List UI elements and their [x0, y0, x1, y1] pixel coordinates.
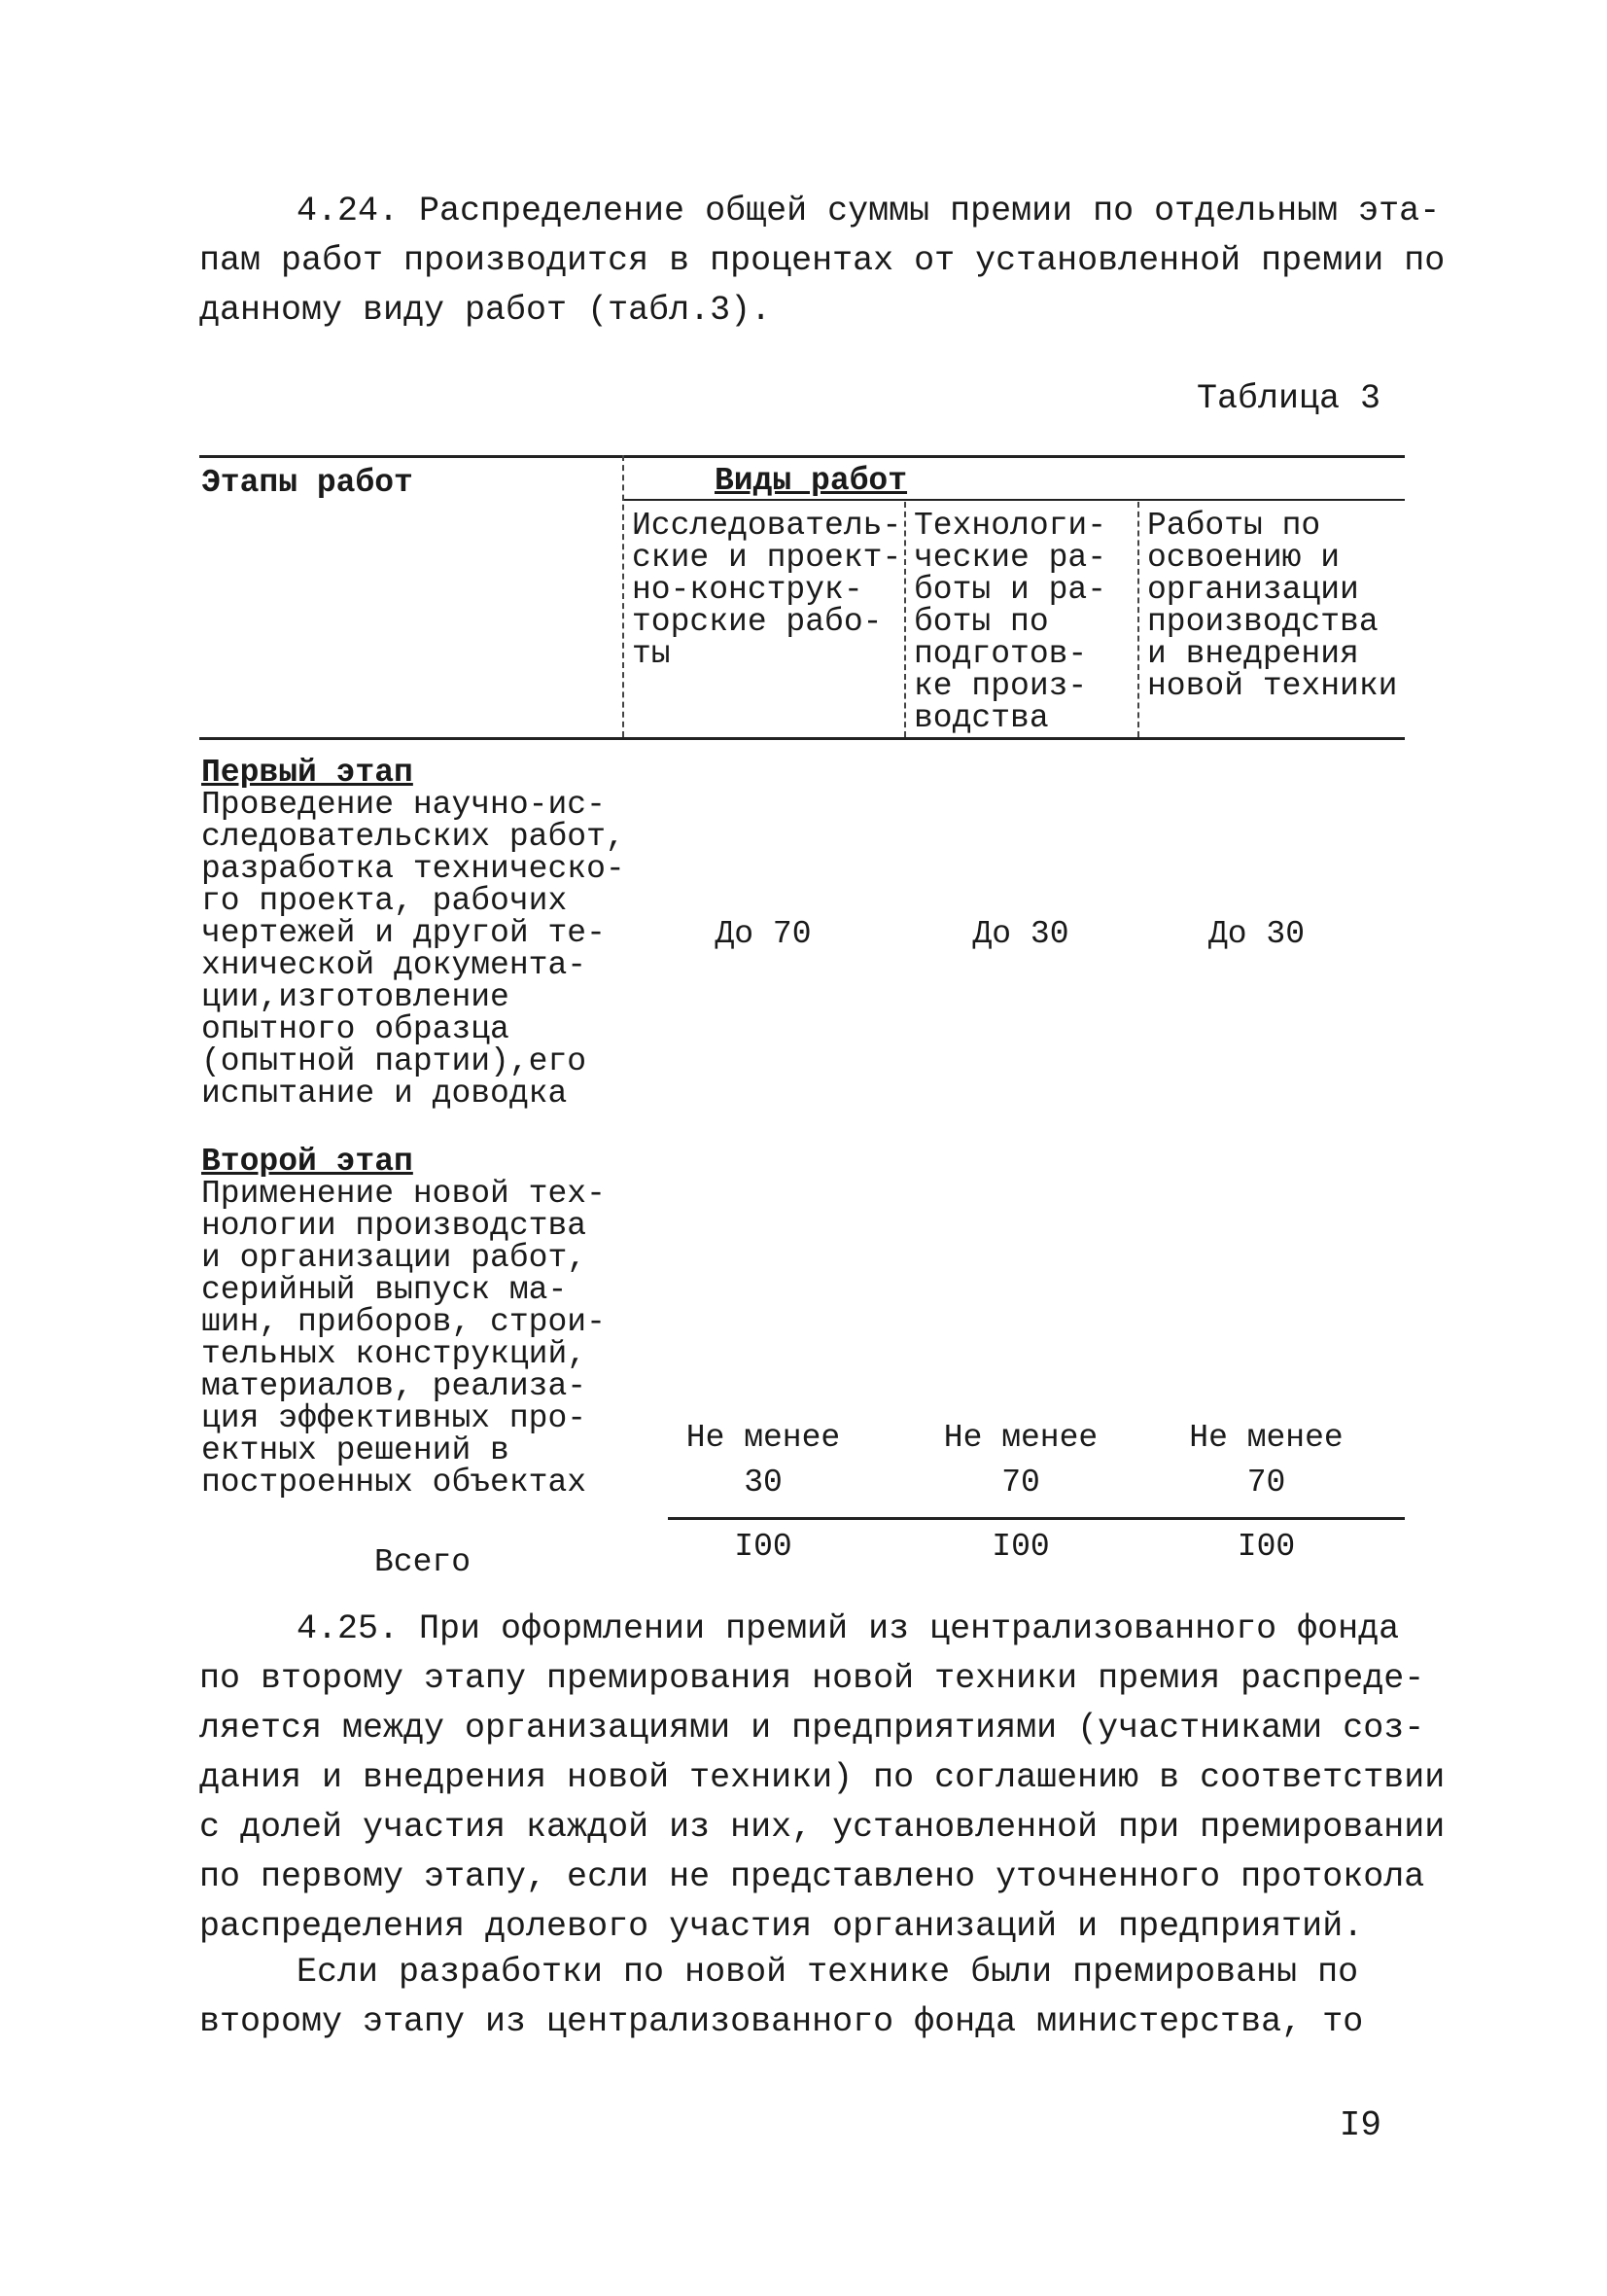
stage-desc-line: опытного образца [201, 1011, 509, 1047]
stage-2-value-research [632, 1416, 894, 1505]
stage-1-description [201, 757, 625, 1110]
total-label: Всего [374, 1544, 472, 1580]
header-column-line: и внедрения [1147, 636, 1359, 672]
total-rule [668, 1517, 1405, 1520]
table-caption: Таблица 3 [1196, 379, 1380, 418]
stage-desc-line: тельных конструкций, [201, 1336, 587, 1372]
header-column-line: подготов- [914, 636, 1088, 672]
header-column-line: организации [1147, 572, 1359, 608]
header-column-research [632, 510, 901, 670]
total-value-implementation: I00 [1237, 1529, 1296, 1565]
paragraph-line: данному виду работ (табл.3). [199, 291, 772, 330]
value-prefix: Не менее [1189, 1420, 1344, 1456]
premium-distribution-table [199, 455, 1405, 1593]
header-column-line: ке произ- [914, 668, 1088, 704]
stage-desc-line: ектных решений в [201, 1432, 509, 1468]
paragraph-line: 4.24. Распределение общей суммы премии по отдельным эта- [297, 192, 1441, 230]
paragraph-line: по первому этапу, если не представлено уточненного протокола [199, 1857, 1425, 1896]
total-value-research: I00 [734, 1529, 792, 1565]
paragraph-line: пам работ производится в процентах от установленной премии по [199, 241, 1446, 280]
header-column-line: Технологи- [914, 508, 1107, 544]
header-types-label: Виды работ [715, 463, 908, 499]
header-column-line: торские рабо- [632, 604, 883, 640]
header-column-line: производства [1147, 604, 1379, 640]
stage-desc-line: чертежей и другой те- [201, 915, 606, 951]
header-column-line: освоению и [1147, 540, 1341, 576]
paragraph-line: ляется между организациями и предприятиями (участниками соз- [199, 1709, 1425, 1748]
stage-desc-line: шин, приборов, строи- [201, 1304, 606, 1340]
header-column-line: ческие ра- [914, 540, 1107, 576]
header-column-line: ские и проект- [632, 540, 902, 576]
header-column-line: водства [914, 700, 1049, 736]
types-header-rule [622, 499, 1405, 501]
paragraph-line: по второму этапу премирования новой техники премия распреде- [199, 1659, 1425, 1698]
stage-desc-line: хнической документа- [201, 947, 587, 983]
paragraph-4-25 [199, 1605, 1446, 1952]
page-number: I9 [1339, 2105, 1381, 2145]
stage-desc-line: материалов, реализа- [201, 1368, 587, 1404]
paragraph-line: Если разработки по новой технике были премированы по [297, 1953, 1359, 1992]
table-top-rule [199, 455, 1405, 458]
stage-desc-line: построенных объектах [201, 1465, 587, 1501]
stage-desc-line: и организации работ, [201, 1240, 587, 1276]
stage-1-value-technological: До 30 [972, 916, 1069, 952]
stage-desc-line: разработка техническо- [201, 851, 625, 887]
stage-desc-line: нологии производства [201, 1208, 587, 1244]
stage-desc-line: серийный выпуск ма- [201, 1272, 568, 1308]
paragraph-4-24 [199, 187, 1446, 336]
header-stages-label: Этапы работ [201, 465, 413, 501]
stage-desc-line: (опытной партии),его [201, 1043, 587, 1079]
header-column-line: новой техники [1147, 668, 1398, 704]
value-prefix: Не менее [943, 1420, 1099, 1456]
header-column-line: боты по [914, 604, 1049, 640]
stage-title: Первый этап [201, 755, 413, 791]
paragraph-continuation [199, 1948, 1405, 2047]
stage-title: Второй этап [201, 1144, 413, 1180]
header-column-line: но-конструк- [632, 572, 863, 608]
value-number: 70 [1001, 1465, 1040, 1501]
header-column-line: Работы по [1147, 508, 1321, 544]
stage-desc-line: следовательских работ, [201, 819, 625, 855]
header-column-line: боты и ра- [914, 572, 1107, 608]
stage-1-value-research: До 70 [715, 916, 812, 952]
stage-desc-line: Проведение научно-ис- [201, 787, 606, 823]
stage-desc-line: ции,изготовление [201, 979, 509, 1015]
stage-desc-line: Применение новой тех- [201, 1176, 606, 1212]
value-number: 30 [744, 1465, 783, 1501]
stage-desc-line: испытание и доводка [201, 1076, 568, 1112]
header-column-line: Исследователь- [632, 508, 902, 544]
total-value-technological: I00 [992, 1529, 1050, 1565]
value-prefix: Не менее [685, 1420, 841, 1456]
column-divider [622, 455, 624, 737]
stage-2-value-implementation [1137, 1416, 1395, 1505]
stage-desc-line: ция эффективных про- [201, 1400, 587, 1436]
column-divider [904, 502, 906, 737]
stage-1-value-implementation: До 30 [1207, 916, 1306, 952]
paragraph-line: распределения долевого участия организаций и предприятий. [199, 1907, 1364, 1946]
stage-2-value-technological [914, 1416, 1128, 1505]
paragraph-line: с долей участия каждой из них, установленной при премировании [199, 1808, 1446, 1847]
paragraph-line: второму этапу из централизованного фонда министерства, то [199, 2002, 1364, 2041]
value-number: 70 [1246, 1465, 1286, 1501]
column-divider [1137, 502, 1139, 737]
stage-desc-line: го проекта, рабочих [201, 883, 568, 919]
stage-2-description [201, 1146, 606, 1499]
header-bottom-rule [199, 737, 1405, 740]
header-column-technological [914, 510, 1106, 734]
header-column-implementation [1147, 510, 1397, 702]
paragraph-line: 4.25. При оформлении премий из централизованного фонда [297, 1609, 1400, 1648]
paragraph-line: дания и внедрения новой техники) по соглашению в соответствии [199, 1758, 1446, 1797]
header-column-line: ты [632, 636, 671, 672]
